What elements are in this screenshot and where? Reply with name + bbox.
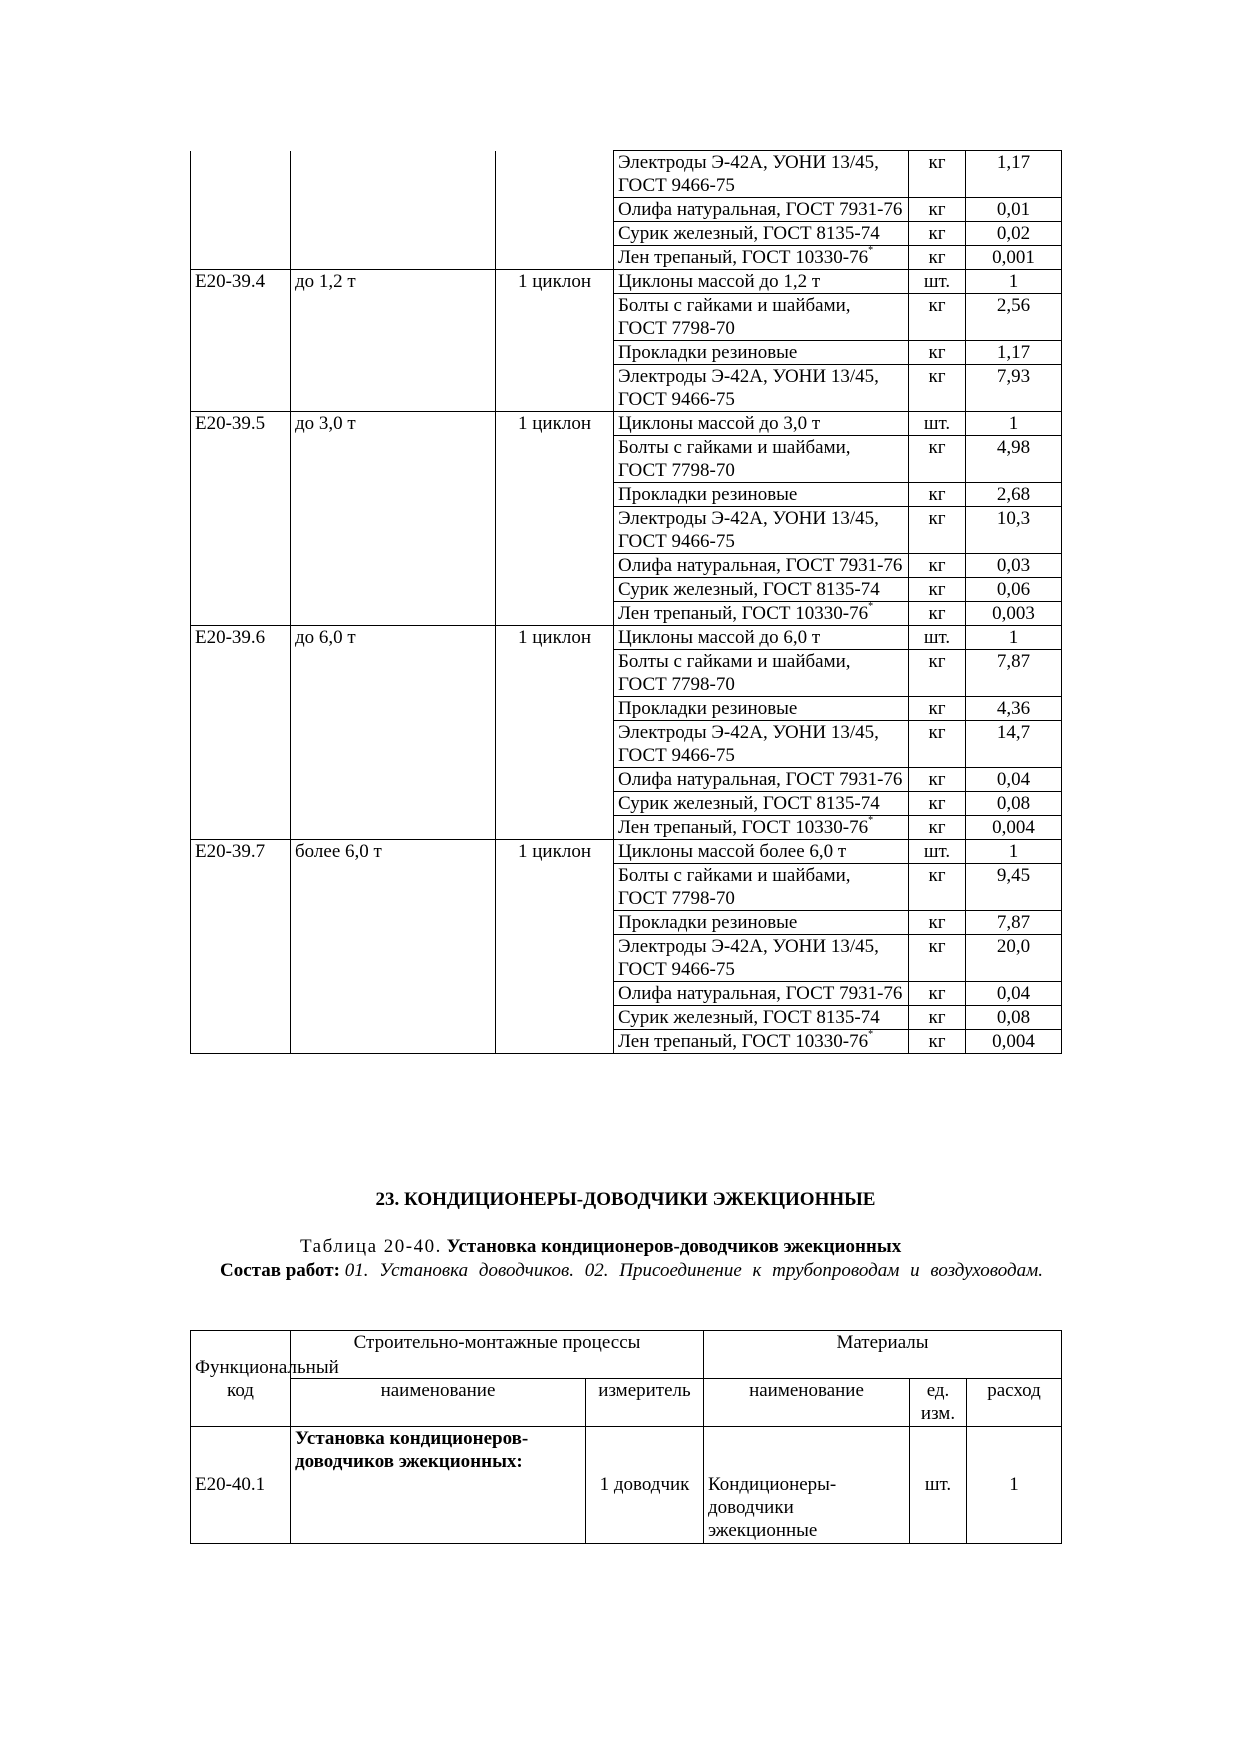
material-qty-cell: 0,001 bbox=[966, 246, 1062, 270]
material-qty-cell: 0,08 bbox=[966, 1006, 1062, 1030]
function-code-cell bbox=[191, 222, 291, 246]
table-row bbox=[191, 151, 1062, 198]
process-unit-cell bbox=[496, 246, 614, 270]
material-name: Циклоны массой более 6,0 т bbox=[618, 841, 847, 862]
material-name: Циклоны массой до 3,0 т bbox=[618, 413, 821, 434]
process-name-cell bbox=[291, 816, 496, 840]
material-unit-cell: кг bbox=[909, 365, 966, 412]
function-code-cell bbox=[191, 864, 291, 911]
process-unit-cell bbox=[496, 294, 614, 341]
material-unit-cell: кг bbox=[909, 436, 966, 483]
table-row bbox=[191, 507, 1062, 554]
material-name: Лен трепаный, ГОСТ 10330-76 bbox=[618, 603, 869, 624]
function-code-cell bbox=[191, 151, 291, 198]
process-unit-cell: 1 циклон bbox=[496, 626, 614, 650]
table-row bbox=[191, 365, 1062, 412]
material-name-cell bbox=[614, 1006, 909, 1030]
material-name: Электроды Э-42А, УОНИ 13/45, ГОСТ 9466-75 bbox=[618, 936, 879, 980]
material-qty-cell: 10,3 bbox=[966, 507, 1062, 554]
section-title: 23. КОНДИЦИОНЕРЫ-ДОВОДЧИКИ ЭЖЕКЦИОННЫЕ bbox=[375, 1189, 876, 1210]
process-unit-cell bbox=[496, 436, 614, 483]
material-qty-cell: 1 bbox=[966, 412, 1062, 436]
material-unit-cell: кг bbox=[909, 578, 966, 602]
table-row bbox=[191, 982, 1062, 1006]
material-qty-cell: 2,56 bbox=[966, 294, 1062, 341]
process-name-cell bbox=[291, 222, 496, 246]
process-name-cell bbox=[291, 436, 496, 483]
material-unit-cell: кг bbox=[909, 1006, 966, 1030]
material-name: Циклоны массой до 6,0 т bbox=[618, 627, 821, 648]
material-name-cell bbox=[614, 982, 909, 1006]
process-name-cell bbox=[291, 911, 496, 935]
material-name: Электроды Э-42А, УОНИ 13/45, ГОСТ 9466-75 bbox=[618, 722, 879, 766]
process-name-cell: до 3,0 т bbox=[291, 412, 496, 436]
material-name: Лен трепаный, ГОСТ 10330-76 bbox=[618, 1031, 869, 1052]
material-unit-cell: кг bbox=[909, 864, 966, 911]
process-name-cell bbox=[291, 507, 496, 554]
function-code-cell bbox=[191, 578, 291, 602]
material-name-cell bbox=[614, 151, 909, 198]
process-unit-cell bbox=[496, 602, 614, 626]
material-qty-cell: 0,004 bbox=[966, 1030, 1062, 1054]
process-unit-cell bbox=[496, 768, 614, 792]
table-row bbox=[191, 697, 1062, 721]
process-name-cell bbox=[291, 151, 496, 198]
table-row bbox=[191, 626, 1062, 650]
table-number: Таблица 20-40. bbox=[300, 1236, 442, 1257]
material-unit-cell: кг bbox=[909, 1030, 966, 1054]
material-name: Олифа натуральная, ГОСТ 7931-76 bbox=[618, 983, 903, 1004]
material-unit-cell: кг bbox=[909, 554, 966, 578]
table-row bbox=[191, 270, 1062, 294]
function-code-cell bbox=[191, 365, 291, 412]
process-name-cell bbox=[291, 768, 496, 792]
table-row bbox=[191, 412, 1062, 436]
process-unit-cell: 1 циклон bbox=[496, 270, 614, 294]
function-code-cell bbox=[191, 602, 291, 626]
material-qty-cell: 4,98 bbox=[966, 436, 1062, 483]
material-unit-cell: шт. bbox=[909, 412, 966, 436]
table-row bbox=[191, 840, 1062, 864]
material-unit-cell: кг bbox=[909, 935, 966, 982]
material-unit-cell: кг bbox=[909, 483, 966, 507]
material-qty-cell: 0,01 bbox=[966, 198, 1062, 222]
material-name-cell bbox=[614, 697, 909, 721]
process-name-cell: до 6,0 т bbox=[291, 626, 496, 650]
material-name: Электроды Э-42А, УОНИ 13/45, ГОСТ 9466-75 bbox=[618, 152, 879, 196]
function-code-cell bbox=[191, 911, 291, 935]
material-name: Болты с гайками и шайбами, ГОСТ 7798-70 bbox=[618, 865, 851, 909]
material-qty-cell: 0,04 bbox=[966, 982, 1062, 1006]
process-name-cell bbox=[291, 982, 496, 1006]
process-unit-cell bbox=[496, 650, 614, 697]
work-composition bbox=[190, 1259, 1061, 1282]
material-name-cell bbox=[614, 626, 909, 650]
header-process-name: наименование bbox=[291, 1379, 586, 1427]
header-material-qty: расход bbox=[967, 1379, 1062, 1427]
material-name-cell bbox=[614, 578, 909, 602]
installation-table bbox=[190, 1330, 1062, 1544]
material-name: Электроды Э-42А, УОНИ 13/45, ГОСТ 9466-75 bbox=[618, 366, 879, 410]
material-unit-cell: кг bbox=[909, 792, 966, 816]
process-unit-cell bbox=[496, 198, 614, 222]
function-code-cell bbox=[191, 721, 291, 768]
process-name-cell bbox=[291, 554, 496, 578]
table-row bbox=[191, 436, 1062, 483]
material-name: Лен трепаный, ГОСТ 10330-76 bbox=[618, 247, 869, 268]
material-unit-cell: кг bbox=[909, 222, 966, 246]
function-code-cell bbox=[191, 294, 291, 341]
process-name-cell: более 6,0 т bbox=[291, 840, 496, 864]
process-name-cell bbox=[291, 578, 496, 602]
table-title: Установка кондиционеров-доводчиков эжекционных bbox=[446, 1236, 902, 1257]
material-qty-cell: 0,06 bbox=[966, 578, 1062, 602]
process-name-cell bbox=[291, 864, 496, 911]
process-unit-cell bbox=[496, 911, 614, 935]
material-qty-cell: 2,68 bbox=[966, 483, 1062, 507]
material-name-cell bbox=[614, 294, 909, 341]
header-process-unit: измеритель bbox=[586, 1379, 704, 1427]
process-unit-cell bbox=[496, 483, 614, 507]
work-composition-text: 01. Установка доводчиков. 02. Присоединение к трубопроводам и воздуховодам. bbox=[344, 1260, 1043, 1281]
process-unit-cell bbox=[496, 1006, 614, 1030]
table-row bbox=[191, 1030, 1062, 1054]
material-qty-cell: 9,45 bbox=[966, 864, 1062, 911]
material-name: Сурик железный, ГОСТ 8135-74 bbox=[618, 793, 880, 814]
material-name-cell bbox=[614, 483, 909, 507]
process-name-cell bbox=[291, 246, 496, 270]
material-qty-cell: 0,04 bbox=[966, 768, 1062, 792]
table-row bbox=[191, 650, 1062, 697]
material-name: Олифа натуральная, ГОСТ 7931-76 bbox=[618, 555, 903, 576]
material-unit-cell: кг bbox=[909, 816, 966, 840]
function-code-cell bbox=[191, 816, 291, 840]
process-name-cell bbox=[291, 294, 496, 341]
process-name-cell bbox=[291, 365, 496, 412]
process-name-cell bbox=[291, 198, 496, 222]
material-name: Болты с гайками и шайбами, ГОСТ 7798-70 bbox=[618, 437, 851, 481]
material-name-cell bbox=[614, 554, 909, 578]
material-name-cell bbox=[614, 768, 909, 792]
table-row bbox=[191, 341, 1062, 365]
function-code-cell bbox=[191, 507, 291, 554]
process-name-cell bbox=[291, 697, 496, 721]
material-name-cell bbox=[614, 721, 909, 768]
table-row bbox=[191, 1006, 1062, 1030]
process-name-cell: до 1,2 т bbox=[291, 270, 496, 294]
material-qty-cell: 20,0 bbox=[966, 935, 1062, 982]
material-name-cell bbox=[614, 365, 909, 412]
row-process-heading: Установка кондиционеров-доводчиков эжекционных: bbox=[291, 1427, 586, 1544]
materials-table-continued bbox=[190, 150, 1062, 1054]
material-name: Лен трепаный, ГОСТ 10330-76 bbox=[618, 817, 869, 838]
table-row bbox=[191, 792, 1062, 816]
material-name-cell bbox=[614, 412, 909, 436]
table-row bbox=[191, 768, 1062, 792]
table-caption bbox=[300, 1236, 901, 1258]
process-unit-cell bbox=[496, 578, 614, 602]
material-name: Прокладки резиновые bbox=[618, 912, 798, 933]
process-unit-cell bbox=[496, 341, 614, 365]
material-unit-cell: кг bbox=[909, 246, 966, 270]
process-unit-cell bbox=[496, 697, 614, 721]
process-name-cell bbox=[291, 1006, 496, 1030]
row-material-name: Кондиционеры-доводчики эжекционные bbox=[704, 1427, 910, 1544]
process-unit-cell bbox=[496, 721, 614, 768]
function-code-cell bbox=[191, 483, 291, 507]
table-row bbox=[191, 222, 1062, 246]
process-unit-cell bbox=[496, 816, 614, 840]
material-unit-cell: кг bbox=[909, 982, 966, 1006]
process-unit-cell bbox=[496, 982, 614, 1006]
table-row bbox=[191, 864, 1062, 911]
process-unit-cell: 1 циклон bbox=[496, 412, 614, 436]
table-row bbox=[191, 483, 1062, 507]
material-name: Олифа натуральная, ГОСТ 7931-76 bbox=[618, 199, 903, 220]
function-code-cell bbox=[191, 982, 291, 1006]
process-name-cell bbox=[291, 935, 496, 982]
footnote-mark: * bbox=[868, 815, 874, 826]
table-row bbox=[191, 935, 1062, 982]
material-qty-cell: 1 bbox=[966, 270, 1062, 294]
header-material-name: наименование bbox=[704, 1379, 910, 1427]
row-material-qty: 1 bbox=[967, 1427, 1062, 1544]
function-code-cell bbox=[191, 768, 291, 792]
material-qty-cell: 14,7 bbox=[966, 721, 1062, 768]
material-name-cell bbox=[614, 246, 909, 270]
material-unit-cell: кг bbox=[909, 911, 966, 935]
process-unit-cell bbox=[496, 554, 614, 578]
material-name-cell bbox=[614, 602, 909, 626]
table-row bbox=[191, 911, 1062, 935]
process-name-cell bbox=[291, 1030, 496, 1054]
header-materials: Материалы bbox=[704, 1331, 1062, 1379]
row-process-unit: 1 доводчик bbox=[586, 1427, 704, 1544]
function-code-cell bbox=[191, 246, 291, 270]
material-name-cell bbox=[614, 1030, 909, 1054]
process-unit-cell bbox=[496, 507, 614, 554]
material-unit-cell: шт. bbox=[909, 626, 966, 650]
material-name: Циклоны массой до 1,2 т bbox=[618, 271, 821, 292]
function-code-cell bbox=[191, 650, 291, 697]
material-name-cell bbox=[614, 911, 909, 935]
material-name-cell bbox=[614, 650, 909, 697]
process-unit-cell bbox=[496, 222, 614, 246]
function-code-cell bbox=[191, 1030, 291, 1054]
material-name-cell bbox=[614, 792, 909, 816]
function-code-cell: Е20-39.5 bbox=[191, 412, 291, 436]
material-unit-cell: шт. bbox=[909, 270, 966, 294]
material-unit-cell: шт. bbox=[909, 840, 966, 864]
header-material-unit: ед. изм. bbox=[910, 1379, 967, 1427]
material-qty-cell: 0,08 bbox=[966, 792, 1062, 816]
material-unit-cell: кг bbox=[909, 341, 966, 365]
function-code-cell bbox=[191, 697, 291, 721]
material-unit-cell: кг bbox=[909, 697, 966, 721]
function-code-cell bbox=[191, 341, 291, 365]
process-name-cell bbox=[291, 602, 496, 626]
process-unit-cell bbox=[496, 864, 614, 911]
function-code-cell bbox=[191, 436, 291, 483]
material-qty-cell: 0,03 bbox=[966, 554, 1062, 578]
row-material-unit: шт. bbox=[910, 1427, 967, 1544]
footnote-mark: * bbox=[868, 245, 874, 256]
material-name-cell bbox=[614, 222, 909, 246]
material-unit-cell: кг bbox=[909, 198, 966, 222]
material-name-cell bbox=[614, 840, 909, 864]
footnote-mark: * bbox=[868, 601, 874, 612]
process-name-cell bbox=[291, 650, 496, 697]
table-row bbox=[191, 816, 1062, 840]
process-name-cell bbox=[291, 721, 496, 768]
material-qty-cell: 0,003 bbox=[966, 602, 1062, 626]
function-code-cell: Е20-39.7 bbox=[191, 840, 291, 864]
material-name: Прокладки резиновые bbox=[618, 342, 798, 363]
table-row bbox=[191, 294, 1062, 341]
material-name: Болты с гайками и шайбами, ГОСТ 7798-70 bbox=[618, 651, 851, 695]
function-code-cell bbox=[191, 792, 291, 816]
process-unit-cell bbox=[496, 1030, 614, 1054]
process-unit-cell bbox=[496, 365, 614, 412]
process-name-cell bbox=[291, 483, 496, 507]
process-name-cell bbox=[291, 792, 496, 816]
material-qty-cell: 0,02 bbox=[966, 222, 1062, 246]
header-functional-code: Функциональный код bbox=[191, 1331, 291, 1427]
material-name: Болты с гайками и шайбами, ГОСТ 7798-70 bbox=[618, 295, 851, 339]
table-row bbox=[191, 198, 1062, 222]
material-qty-cell: 1,17 bbox=[966, 151, 1062, 198]
process-unit-cell: 1 циклон bbox=[496, 840, 614, 864]
table-row bbox=[191, 721, 1062, 768]
table-row bbox=[191, 554, 1062, 578]
process-name-cell bbox=[291, 341, 496, 365]
material-name: Олифа натуральная, ГОСТ 7931-76 bbox=[618, 769, 903, 790]
table-row bbox=[191, 246, 1062, 270]
table-row bbox=[191, 578, 1062, 602]
material-unit-cell: кг bbox=[909, 721, 966, 768]
material-name: Сурик железный, ГОСТ 8135-74 bbox=[618, 579, 880, 600]
material-qty-cell: 7,87 bbox=[966, 911, 1062, 935]
material-qty-cell: 1 bbox=[966, 626, 1062, 650]
process-unit-cell bbox=[496, 151, 614, 198]
material-name: Прокладки резиновые bbox=[618, 484, 798, 505]
material-qty-cell: 0,004 bbox=[966, 816, 1062, 840]
material-name: Сурик железный, ГОСТ 8135-74 bbox=[618, 1007, 880, 1028]
material-unit-cell: кг bbox=[909, 294, 966, 341]
material-unit-cell: кг bbox=[909, 650, 966, 697]
material-unit-cell: кг bbox=[909, 151, 966, 198]
footnote-mark: * bbox=[868, 1029, 874, 1040]
function-code-cell: Е20-39.4 bbox=[191, 270, 291, 294]
material-name: Сурик железный, ГОСТ 8135-74 bbox=[618, 223, 880, 244]
material-name-cell bbox=[614, 270, 909, 294]
material-qty-cell: 4,36 bbox=[966, 697, 1062, 721]
material-qty-cell: 7,87 bbox=[966, 650, 1062, 697]
process-unit-cell bbox=[496, 935, 614, 982]
material-qty-cell: 1,17 bbox=[966, 341, 1062, 365]
work-composition-label: Состав работ: bbox=[220, 1260, 340, 1281]
function-code-cell: Е20-39.6 bbox=[191, 626, 291, 650]
material-name-cell bbox=[614, 341, 909, 365]
function-code-cell bbox=[191, 198, 291, 222]
header-processes: Строительно-монтажные процессы bbox=[291, 1331, 704, 1379]
material-unit-cell: кг bbox=[909, 768, 966, 792]
function-code-cell bbox=[191, 1006, 291, 1030]
material-name-cell bbox=[614, 436, 909, 483]
material-name-cell bbox=[614, 935, 909, 982]
function-code-cell bbox=[191, 554, 291, 578]
material-qty-cell: 7,93 bbox=[966, 365, 1062, 412]
material-name: Прокладки резиновые bbox=[618, 698, 798, 719]
material-name-cell bbox=[614, 507, 909, 554]
process-unit-cell bbox=[496, 792, 614, 816]
material-name-cell bbox=[614, 816, 909, 840]
row-code: Е20-40.1 bbox=[191, 1427, 291, 1544]
material-name: Электроды Э-42А, УОНИ 13/45, ГОСТ 9466-75 bbox=[618, 508, 879, 552]
material-unit-cell: кг bbox=[909, 602, 966, 626]
material-name-cell bbox=[614, 864, 909, 911]
material-qty-cell: 1 bbox=[966, 840, 1062, 864]
material-unit-cell: кг bbox=[909, 507, 966, 554]
function-code-cell bbox=[191, 935, 291, 982]
table-row bbox=[191, 602, 1062, 626]
material-name-cell bbox=[614, 198, 909, 222]
